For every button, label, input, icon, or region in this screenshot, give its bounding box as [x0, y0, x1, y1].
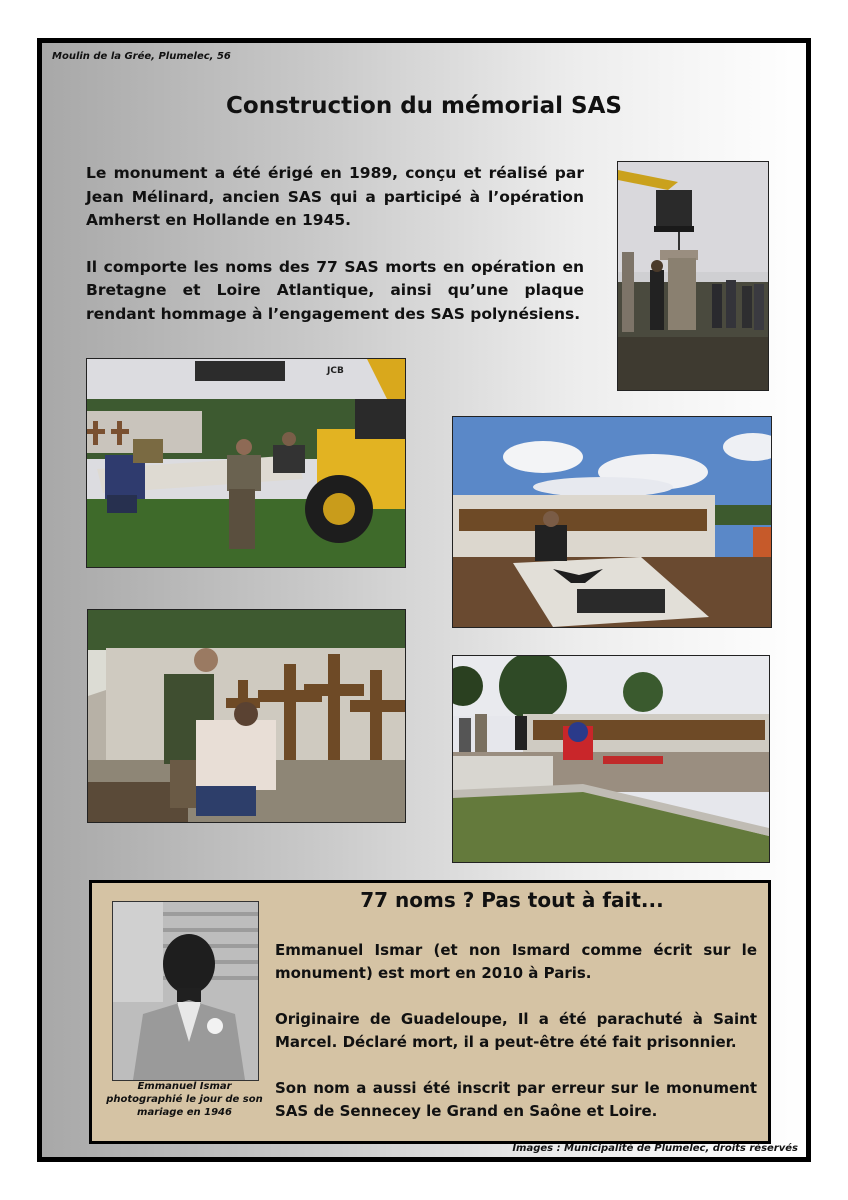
info-box [89, 880, 771, 1144]
photo-plaque-slab [452, 416, 772, 628]
box-title: 77 noms ? Pas tout à fait... [360, 888, 664, 912]
photo-loader [86, 358, 406, 568]
portrait-photo [112, 901, 259, 1081]
image-credits: Images : Municipalité de Plumelec, droits réservés [512, 1143, 798, 1154]
intro-paragraph: Le monument a été érigé en 1989, conçu et réalisé par Jean Mélinard, ancien SAS qui a participé à l’opération Amherst en Hollande en 1945. [86, 164, 584, 229]
intro-text [86, 162, 584, 349]
loader-brand-label: JCB [327, 366, 344, 376]
poster-frame [37, 38, 811, 1162]
box-paragraph: Son nom a aussi été inscrit par erreur sur le monument SAS de Sennecey le Grand en Saône et Loire. [275, 1079, 757, 1120]
box-paragraph: Originaire de Guadeloupe, Il a été parachuté à Saint Marcel. Déclaré mort, il a peut-être été fait prisonnier. [275, 1010, 757, 1051]
box-paragraph: Emmanuel Ismar (et non Ismard comme écrit sur le monument) est mort en 2010 à Paris. [275, 941, 757, 982]
photo-wall-crosses [87, 609, 406, 823]
page-title: Construction du mémorial SAS [226, 93, 622, 119]
box-text [275, 939, 757, 1146]
photo-inauguration [452, 655, 770, 863]
location-label: Moulin de la Grée, Plumelec, 56 [52, 51, 231, 62]
portrait-caption: Emmanuel Ismar photographié le jour de son mariage en 1946 [106, 1081, 263, 1118]
intro-paragraph: Il comporte les noms des 77 SAS morts en opération en Bretagne et Loire Atlantique, ainsi qu’une plaque rendant hommage à l’engagement des SAS polynésiens. [86, 257, 584, 323]
photo-excavator [617, 161, 769, 391]
